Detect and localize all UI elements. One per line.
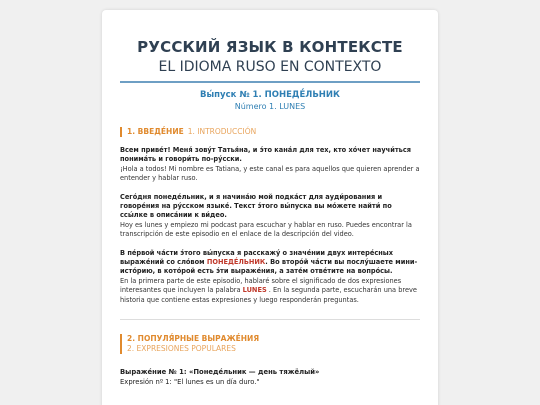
paragraph-episode-outline [120,249,420,305]
document-card [102,10,438,405]
text-segment: . Во второ́й ча́сти вы послу́шаете мини-исто́рию, в кото́рой есть э́ти выраже́ния, а зате́м отве́тите на вопро́сы. [120,258,418,276]
section-heading-ru: 2. ПОПУЛЯ́РНЫЕ ВЫРАЖЕ́НИЯ [127,334,260,344]
paragraph-es: ¡Hola a todos! Mi nombre es Tatiana, y este canal es para aquellos que quieren aprender a entender y hablar ruso. [120,164,420,183]
paragraph-ru: Всем приве́т! Меня́ зову́т Татья́на, и э́то кана́л для тех, кто хо́чет научи́ться понима́ть и говори́ть по-ру́сски. [120,146,411,164]
section-heading-ru: 1. ВВЕДЕ́НИЕ [127,127,184,136]
title-spanish: EL IDIOMA RUSO EN CONTEXTO [120,59,420,83]
text-segment: En la primera parte de este episodio, hablaré sobre el significado de dos expresiones interesantes que incluyen la palabra [120,276,402,295]
paragraph-es [120,277,420,305]
paragraph-es: Hoy es lunes y empiezo mi podcast para escuchar y hablar en ruso. Puedes encontrar la transcripción de este episodio en el enlace de la descripción del video. [120,220,412,239]
highlighted-word: ПОНЕДЕ́ЛЬНИК [206,258,266,267]
paragraph-ru [120,249,420,277]
section-heading-expressions [120,334,420,354]
paragraph-podcast [120,193,420,240]
section-heading-introduction [120,127,420,137]
expression-es: Expresión nº 1: "El lunes es un día duro." [120,377,260,386]
divider [120,319,420,320]
text-segment: . En la segunda parte, escucharán una breve historia que contiene estas expresiones y luego responderán preguntas. [120,286,417,304]
text-segment: В пе́рвой ча́сти э́того вы́пуска я расскажу́ о значе́нии двух интере́сных выраже́ний со сло́вом [120,248,393,267]
paragraph-ru: Сего́дня понеде́льник, и я начина́ю мой подка́ст для ауди́рования и говоре́ния на ру́сском языке́. Текст э́того вы́пуска вы мо́жете найти́ по ссы́лке в описа́нии к ви́део. [120,192,392,220]
title-russian: РУССКИЙ ЯЗЫК В КОНТЕКСТЕ [137,38,403,56]
issue-title-russian: Вы́пуск № 1. ПОНЕДЕ́ЛЬНИК [200,90,340,100]
expression-ru: Выраже́ние № 1: «Понеде́льник — день тяжёлый» [120,368,320,377]
section-heading-es: 1. INTRODUCCIÓN [187,127,257,136]
section-heading-es: 2. EXPRESIONES POPULARES [127,344,236,354]
expression-1 [120,368,420,387]
issue-title-spanish: Número 1. LUNES [234,102,306,111]
highlighted-word: LUNES [242,286,267,295]
paragraph-greeting [120,146,420,184]
